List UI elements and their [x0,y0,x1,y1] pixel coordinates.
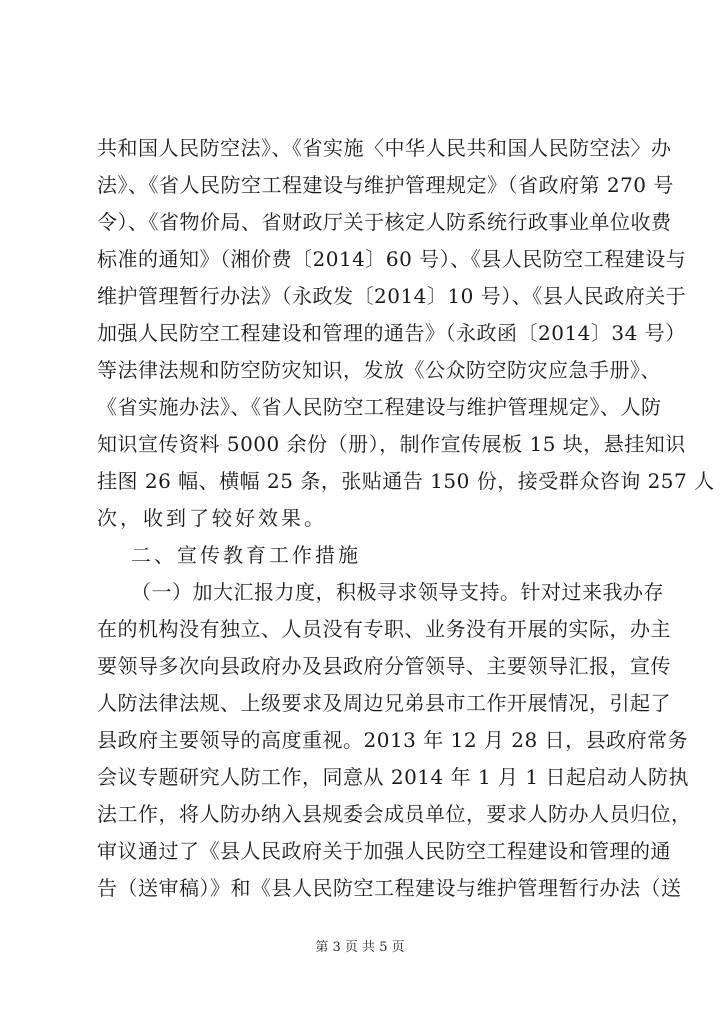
text-line: 等法律法规和防空防灾知识，发放《公众防空防灾应急手册》、 [97,358,661,382]
text-line: 标准的通知》（湘价费〔2014〕60 号）、《县人民防空工程建设与 [97,247,687,271]
text-line: 共和国人民防空法》、《省实施〈中华人民共和国人民防空法〉办 [97,136,672,160]
text-line: 维护管理暂行办法》（永政发〔2014〕10 号）、《县人民政府关于 [97,284,687,308]
page-number-footer: 第 3 页 共 5 页 [315,940,405,955]
text-line: 人防法律法规、上级要求及周边兄弟县市工作开展情况，引起了 [97,691,671,715]
text-line: 知识宣传资料 5000 余份（册），制作宣传展板 15 块，悬挂知识 [97,432,686,456]
text-line: 《省实施办法》、《省人民防空工程建设与维护管理规定》、人防 [97,395,662,419]
section-heading: 二、宣传教育工作措施 [131,543,361,567]
text-line: 审议通过了《县人民政府关于加强人民防空工程建设和管理的通 [97,839,671,863]
text-line: 法工作，将人防办纳入县规委会成员单位，要求人防办人员归位， [97,802,692,826]
text-line: 加强人民防空工程建设和管理的通告》（永政函〔2014〕34 号） [97,321,686,345]
text-line: 挂图 26 幅、横幅 25 条，张贴通告 150 份，接受群众咨询 257 人 [97,469,715,493]
document-body [97,130,715,907]
text-line: 在的机构没有独立、人员没有专职、业务没有开展的实际，办主 [97,617,671,641]
text-line: 县政府主要领导的高度重视。2013 年 12 月 28 日，县政府常务 [97,728,689,752]
text-line: 告（送审稿）》和《县人民防空工程建设与维护管理暂行办法（送 [97,876,682,900]
text-line: 令）、《省物价局、省财政厅关于核定人防系统行政事业单位收费 [97,210,672,234]
text-line: 次，收到了较好效果。 [97,506,327,530]
subsection-line: （一）加大汇报力度，积极寻求领导支持。针对过来我办存 [131,580,664,604]
text-line: 要领导多次向县政府办及县政府分管领导、主要领导汇报，宣传 [97,654,671,678]
text-line: 会议专题研究人防工作，同意从 2014 年 1 月 1 日起启动人防执 [97,765,689,789]
text-line: 法》、《省人民防空工程建设与维护管理规定》（省政府第 270 号 [97,173,674,197]
